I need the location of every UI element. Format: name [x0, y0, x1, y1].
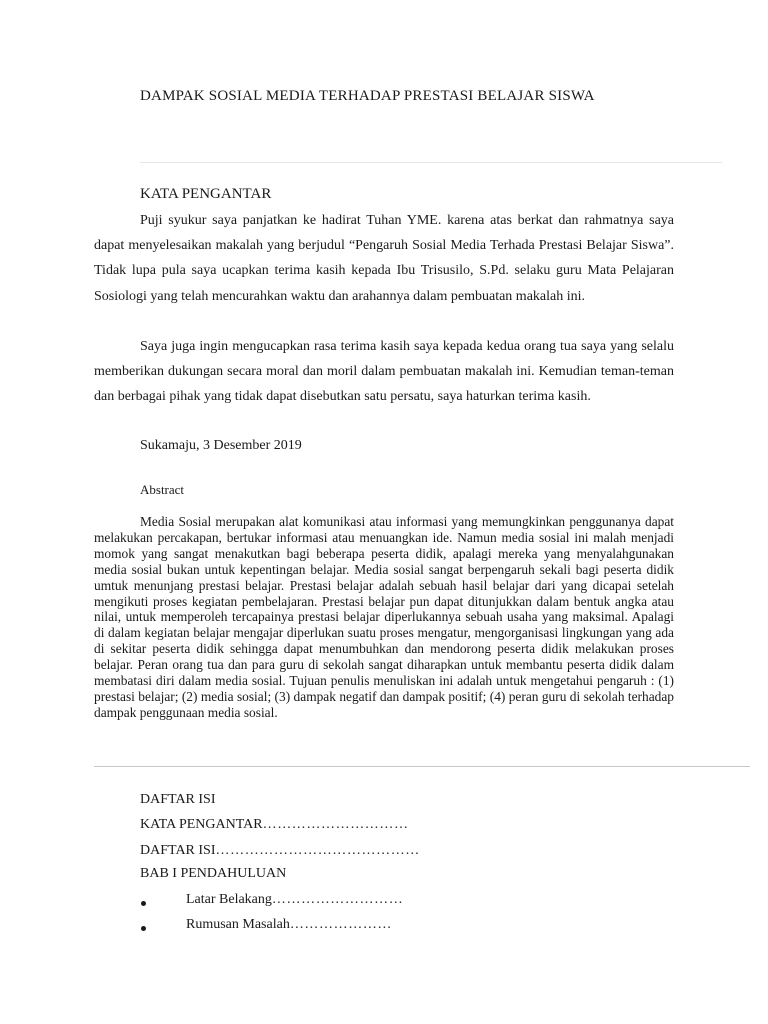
- toc-entry: [140, 817, 409, 833]
- toc-bullet-label: Rumusan Masalah: [186, 917, 290, 932]
- header-divider: [140, 162, 722, 163]
- section-divider: [94, 766, 750, 767]
- kata-pengantar-heading: KATA PENGANTAR: [140, 186, 272, 202]
- toc-bullet-leader: ………………………: [271, 892, 404, 907]
- toc-entry-leader: ……………………………………: [215, 843, 420, 858]
- kata-pengantar-paragraph-1: Puji syukur saya panjatkan ke hadirat Tuhan YME. karena atas berkat dan rahmatnya saya dapat menyelesaikan makalah yang berjudul “Pengaruh Sosial Media Terhada Prestasi Belajar Siswa”. Tidak lupa pula saya ucapkan terima kasih kepada Ibu Trisusilo, S.Pd. selaku guru Mata Pelajaran Sosiologi yang telah mencurahkan waktu dan arahannya dalam pembuatan makalah ini.: [94, 213, 674, 304]
- abstract-body: Media Sosial merupakan alat komunikasi atau informasi yang memungkinkan penggunanya dapat melakukan percakapan, bertukar informasi atau menuangkan ide. Namun media sosial ini malah menjadi momok yang sangat menakutkan bagi beberapa peserta didik, apalagi mereka yang menyalahgunakan media sosial bukan untuk kepentingan belajar. Media sosial sangat berpengaruh sekali bagi peserta didik umtuk menunjang prestasi belajar. Prestasi belajar adalah sebuah hasil belajar dari yang dicapai setelah mengikuti proses kegiatan pembelajaran. Prestasi belajar pun dapat ditunjukkan dalam bentuk angka atau nilai, untuk memperoleh tercapainya prestasi belajar diperlukannya sebuah usaha yang maksimal. Apalagi di dalam kegiatan belajar mengajar diperlukan suatu proses mengatur, mengorganisasi lingkungan yang ada di sekitar peserta didik sehingga dapat menumbuhkan dan mendorong peserta didik melakukan proses belajar. Peran orang tua dan para guru di sekolah sangat diharapkan untuk membantu peserta didik dalam membatasi diri dalam media sosial. Tujuan penulis menuliskan ini adalah untuk mengetahui pengaruh : (1) prestasi belajar; (2) media sosial; (3) dampak negatif dan dampak positif; (4) peran guru di sekolah terhadap dampak penggunaan media sosial.: [94, 514, 674, 720]
- toc-entry-label: DAFTAR ISI: [140, 843, 216, 858]
- kata-pengantar-paragraph-2: Saya juga ingin mengucapkan rasa terima kasih saya kepada kedua orang tua saya yang selalu memberikan dukungan secara moral dan moril dalam pembuatan makalah ini. Kemudian teman-teman dan berbagai pihak yang tidak dapat disebutkan satu persatu, saya haturkan terima kasih.: [94, 339, 674, 405]
- abstract-heading: Abstract: [140, 482, 185, 497]
- toc-entry-label: BAB I PENDAHULUAN: [140, 866, 287, 881]
- daftar-isi-heading: DAFTAR ISI: [140, 792, 216, 807]
- toc-entry-label: KATA PENGANTAR: [140, 817, 263, 832]
- toc-bullet-leader: …………………: [289, 917, 393, 932]
- signature-place-date: Sukamaju, 3 Desember 2019: [140, 438, 302, 453]
- bullet-icon: [141, 926, 146, 931]
- document-title: DAMPAK SOSIAL MEDIA TERHADAP PRESTASI BELAJAR SISWA: [140, 88, 595, 104]
- toc-bullet-label: Latar Belakang: [186, 892, 272, 907]
- toc-entry: [140, 866, 286, 882]
- toc-entry: [140, 843, 420, 859]
- toc-entry-leader: …………………………: [262, 817, 409, 832]
- bullet-icon: [141, 901, 146, 906]
